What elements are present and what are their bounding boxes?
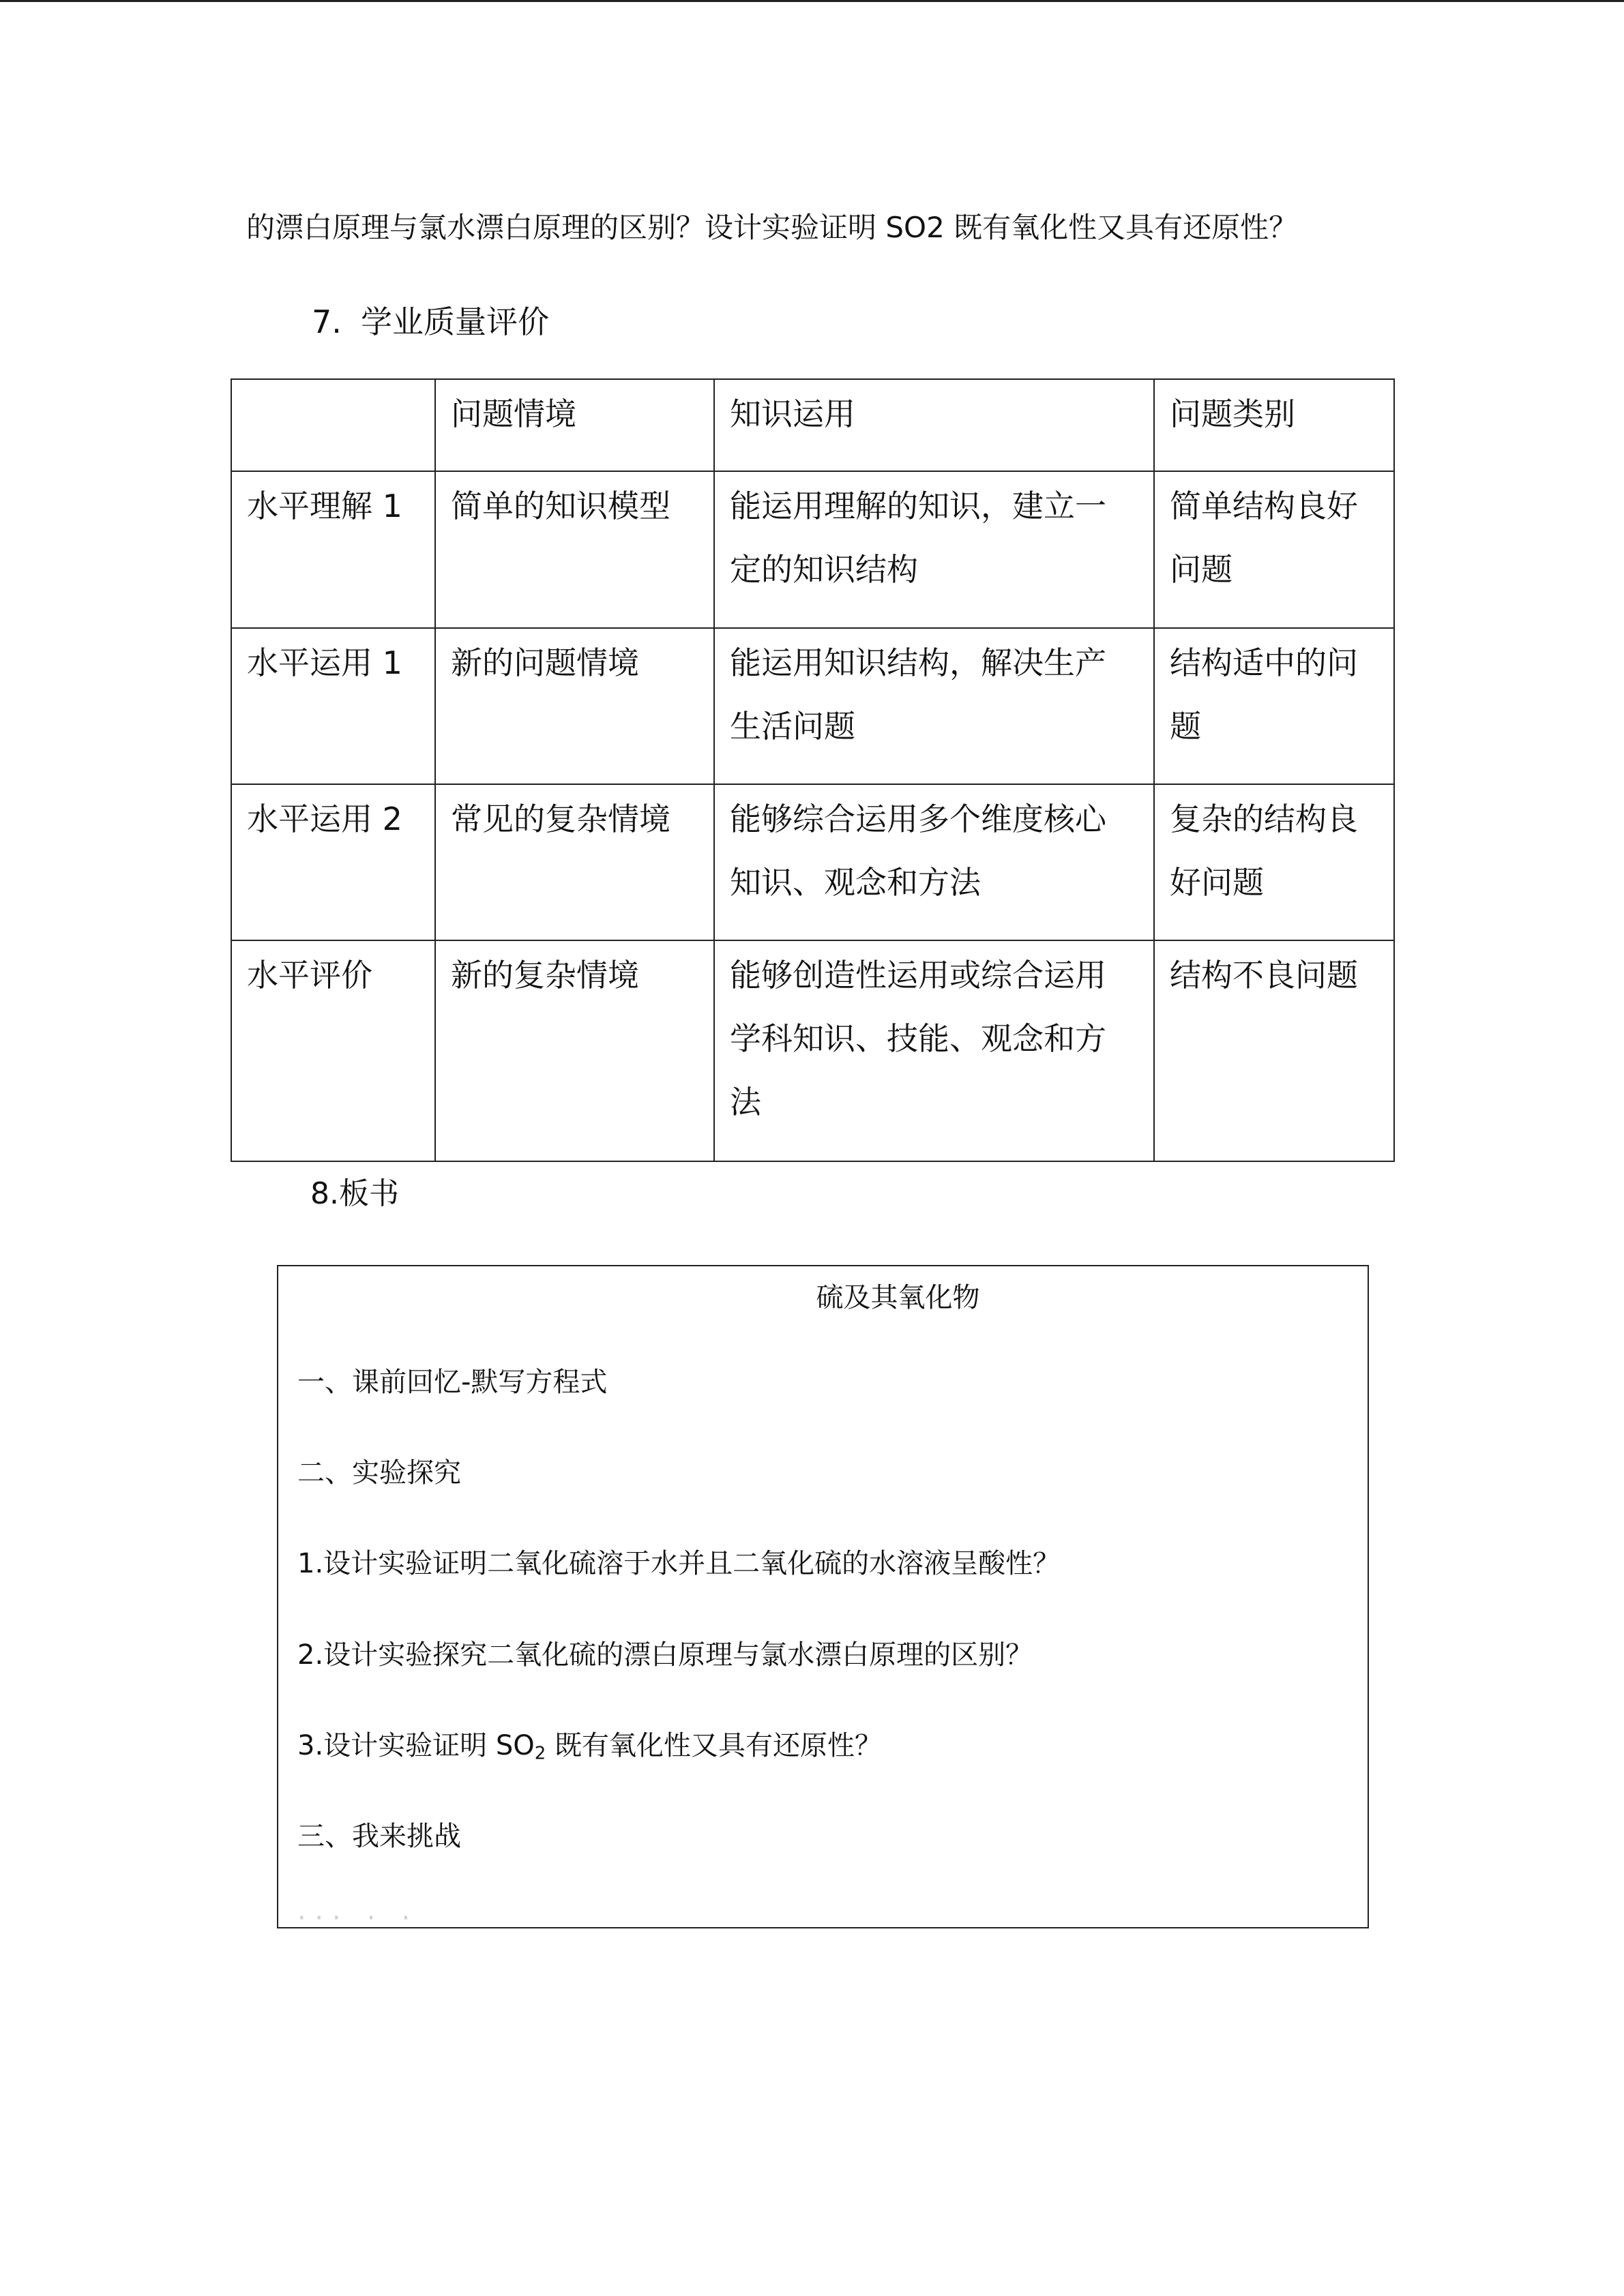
table-header-cell: 问题情境	[435, 379, 714, 471]
level-cell: 水平评价	[231, 940, 435, 1161]
board-item-challenge: 三、我来挑战	[297, 1821, 461, 1852]
blackboard-outline-box	[277, 1265, 1369, 1928]
table-row	[231, 628, 1394, 784]
category-cell: 简单结构良好 问题	[1154, 471, 1394, 628]
table-row	[231, 940, 1394, 1161]
knowledge-cell: 能运用知识结构，解决生产 生活问题	[714, 628, 1154, 784]
level-cell: 水平运用 1	[231, 628, 435, 784]
level-cell: 水平理解 1	[231, 471, 435, 628]
intro-text: 的漂白原理与氯水漂白原理的区别？设计实验证明 SO2 既有氧化性又具有还原性？	[246, 211, 1298, 244]
quality-evaluation-table	[231, 378, 1395, 1162]
page-top-border	[0, 0, 1624, 2]
table-header-cell	[231, 379, 435, 471]
category-cell: 结构适中的问 题	[1154, 628, 1394, 784]
situation-cell: 新的问题情境	[435, 628, 714, 784]
table-header-cell: 问题类别	[1154, 379, 1394, 471]
table-row	[231, 784, 1394, 940]
board-question-3: 3.设计实验证明 $SO_2$ 既有氧化性又具有还原性？	[297, 1730, 883, 1764]
situation-cell: 新的复杂情境	[435, 940, 714, 1161]
knowledge-cell: 能够创造性运用或综合运用 学科知识、技能、观念和方 法	[714, 940, 1154, 1161]
table-header-row	[231, 379, 1394, 471]
section-7-heading	[312, 301, 549, 342]
board-question-1: 1.设计实验证明二氧化硫溶于水并且二氧化硫的水溶液呈酸性？	[297, 1548, 1061, 1579]
knowledge-cell: 能运用理解的知识，建立一 定的知识结构	[714, 471, 1154, 628]
section-7-number: 7.	[312, 303, 342, 340]
situation-cell: 简单的知识模型	[435, 471, 714, 628]
table-header-cell: 知识运用	[714, 379, 1154, 471]
section-7-title: 学业质量评价	[361, 303, 549, 340]
board-item-review: 一、课前回忆-默写方程式	[297, 1367, 608, 1398]
board-title: 硫及其氧化物	[816, 1282, 980, 1313]
board-item-experiment: 二、实验探究	[297, 1457, 461, 1489]
category-cell: 结构不良问题	[1154, 940, 1394, 1161]
section-8-heading: 8.板书	[310, 1176, 399, 1211]
level-cell: 水平运用 2	[231, 784, 435, 940]
category-cell: 复杂的结构良 好问题	[1154, 784, 1394, 940]
knowledge-cell: 能够综合运用多个维度核心 知识、观念和方法	[714, 784, 1154, 940]
situation-cell: 常见的复杂情境	[435, 784, 714, 940]
table-row	[231, 471, 1394, 628]
board-question-2: 2.设计实验探究二氧化硫的漂白原理与氯水漂白原理的区别？	[297, 1639, 1033, 1671]
board-cutoff-text: · · · · ·	[297, 1903, 411, 1928]
